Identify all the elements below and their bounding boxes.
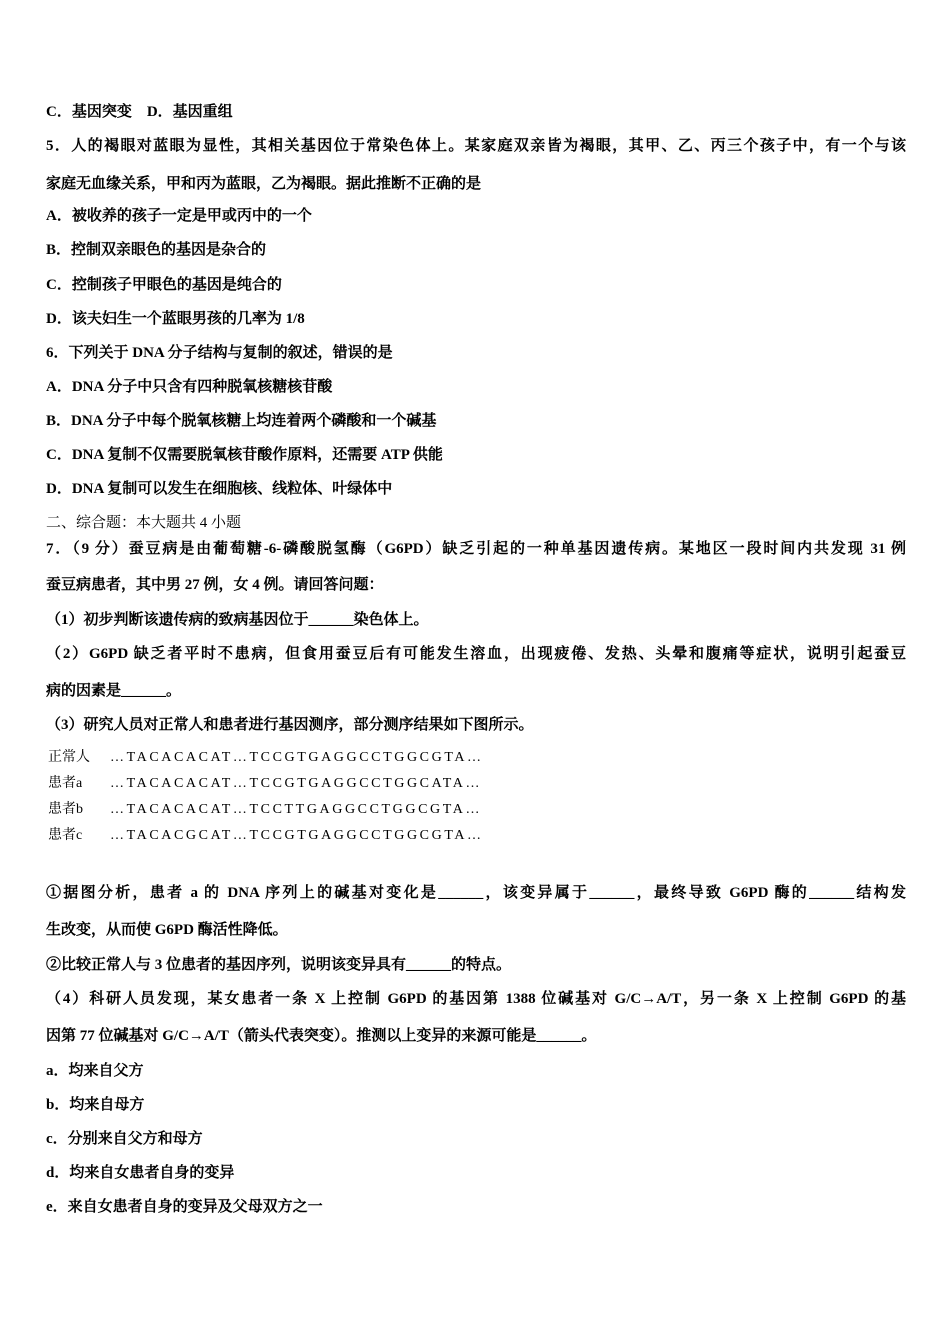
q7-part-3: （3）研究人员对正常人和患者进行基因测序，部分测序结果如下图所示。: [46, 717, 534, 733]
q7-part-3-ii: ②比较正常人与 3 位患者的基因序列，说明该变异具有______的特点。: [46, 957, 512, 973]
q5-option-d: D．该夫妇生一个蓝眼男孩的几率为 1/8: [46, 311, 305, 327]
q7-part-1: （1）初步判断该遗传病的致病基因位于______染色体上。: [46, 612, 429, 628]
q5-option-b: B．控制双亲眼色的基因是杂合的: [46, 242, 267, 258]
q5-option-c: C．控制孩子甲眼色的基因是纯合的: [46, 277, 282, 293]
q7-option-a: a．均来自父方: [46, 1063, 144, 1079]
question-7-stem-cont: 蚕豆病患者，其中男 27 例，女 4 例。请回答问题：: [46, 577, 384, 593]
sequence-row: [48, 749, 484, 767]
q7-option-d: d．均来自女患者自身的变异: [46, 1165, 235, 1181]
sequence-row: [48, 827, 484, 845]
q7-option-e: e．来自女患者自身的变异及父母双方之一: [46, 1199, 323, 1215]
q5-option-a: A．被收养的孩子一定是甲或丙中的一个: [46, 208, 312, 224]
q7-part-4-cont: 因第 77 位碱基对 G/C→A/T（箭头代表突变）。推测以上变异的来源可能是______。: [46, 1028, 597, 1044]
q6-option-a: A．DNA 分子中只含有四种脱氧核糖核苷酸: [46, 379, 333, 395]
sequence-row: [48, 801, 482, 819]
sequence-label: 患者a: [48, 776, 83, 791]
q7-part-3-i: ①据图分析，患者 a 的 DNA 序列上的碱基对变化是______，该变异属于______，最终导致 G6PD 酶的______结构发: [46, 885, 906, 901]
q6-option-d: D．DNA 复制可以发生在细胞核、线粒体、叶绿体中: [46, 481, 393, 497]
q6-option-c: C．DNA 复制不仅需要脱氧核苷酸作原料，还需要 ATP 供能: [46, 447, 443, 463]
sequence-label: 正常人: [48, 750, 90, 765]
options-cd: C．基因突变 D．基因重组: [46, 104, 233, 120]
sequence-text: …TACACGCAT…TCCGTGAGGCCTGGCGTA…: [110, 828, 484, 843]
sequence-row: [48, 775, 482, 793]
sequence-label: 患者b: [48, 802, 83, 817]
sequence-label: 患者c: [48, 828, 83, 843]
q7-part-2-cont: 病的因素是______。: [46, 683, 182, 699]
sequence-text: …TACACACAT…TCCTTGAGGCCTGGCGTA…: [110, 802, 483, 817]
sequence-text: …TACACACAT…TCCGTGAGGCCTGGCGTA…: [110, 750, 484, 765]
q6-option-b: B．DNA 分子中每个脱氧核糖上均连着两个磷酸和一个碱基: [46, 413, 437, 429]
q7-option-c: c．分别来自父方和母方: [46, 1131, 203, 1147]
q7-part-4: （4）科研人员发现，某女患者一条 X 上控制 G6PD 的基因第 1388 位碱基对 G/C→A/T，另一条 X 上控制 G6PD 的基: [46, 991, 906, 1007]
question-5-stem-cont: 家庭无血缘关系，甲和丙为蓝眼，乙为褐眼。据此推断不正确的是: [46, 176, 482, 192]
q7-part-2: （2）G6PD 缺乏者平时不患病，但食用蚕豆后有可能发生溶血，出现疲倦、发热、头晕和腹痛等症状，说明引起蚕豆: [46, 646, 906, 662]
q7-part-3-i-cont: 生改变，从而使 G6PD 酶活性降低。: [46, 922, 288, 938]
q7-option-b: b．均来自母方: [46, 1097, 145, 1113]
section-heading: 二、综合题：本大题共 4 小题: [46, 515, 242, 531]
sequence-text: …TACACACAT…TCCGTGAGGCCTGGCATA…: [110, 776, 483, 791]
question-5-stem: 5．人的褐眼对蓝眼为显性，其相关基因位于常染色体上。某家庭双亲皆为褐眼，其甲、乙、丙三个孩子中，有一个与该: [46, 138, 906, 154]
question-6-stem: 6．下列关于 DNA 分子结构与复制的叙述，错误的是: [46, 345, 393, 361]
question-7-stem: 7．（9 分）蚕豆病是由葡萄糖-6-磷酸脱氢酶（G6PD）缺乏引起的一种单基因遗传病。某地区一段时间内共发现 31 例: [46, 541, 906, 557]
